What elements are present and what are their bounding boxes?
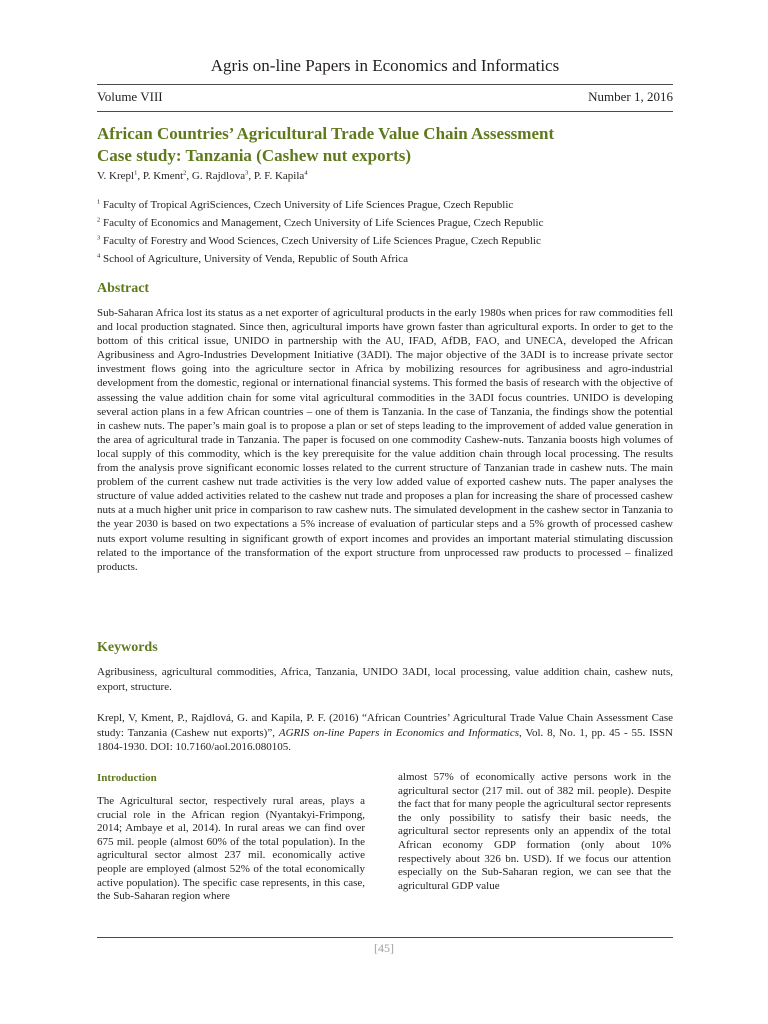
citation [97, 711, 673, 755]
author-affiliation-marker: 2 [183, 169, 187, 177]
paper-title-line-1: African Countries’ Agricultural Trade Value Chain Assessment [97, 124, 555, 143]
affiliation-text: Faculty of Economics and Management, Czech University of Life Sciences Prague, Czech Republic [100, 217, 544, 229]
volume-label: Volume VIII [97, 89, 163, 104]
paper-title [97, 123, 677, 167]
author-name: P. F. Kapila [253, 170, 305, 182]
introduction-heading: Introduction [97, 772, 157, 784]
author [143, 170, 192, 182]
keywords-heading: Keywords [97, 640, 158, 655]
paper-title-line-2: Case study: Tanzania (Cashew nut exports) [97, 146, 412, 165]
affiliation-marker: 1 [97, 198, 101, 206]
citation-details: , Vol. 8, No. 1, pp. 45 - 55. ISSN 1804-1930. DOI: 10.7160/aol.2016.080105. [97, 726, 673, 753]
introduction-column-left: The Agricultural sector, respectively rural areas, plays a crucial role in the African region (Nyantakyi-Frimpong, 2014; Ambaye et al, 2014). In rural areas we can find over 675 mil. people (almost 60% of the total population). In the agricultural sector almost 237 mil. economically active people are employed (almost 52% of the total economically active population). The specific case represents, in this case, the Sub-Saharan region where [97, 795, 365, 903]
author [97, 170, 143, 182]
keywords-body: Agribusiness, agricultural commodities, Africa, Tanzania, UNIDO 3ADI, local processing, value addition chain, cashew nuts, export, structure. [97, 666, 673, 693]
affiliation-marker: 3 [97, 234, 101, 242]
affiliation-text: School of Agriculture, University of Venda, Republic of South Africa [100, 253, 408, 265]
author [192, 170, 254, 182]
affiliation-marker: 2 [97, 216, 101, 224]
author-name: V. Krepl [97, 170, 135, 182]
author-separator: , [248, 170, 254, 182]
affiliation-text: Faculty of Tropical AgriSciences, Czech University of Life Sciences Prague, Czech Republic [100, 199, 514, 211]
citation-journal: AGRIS on-line Papers in Economics and Informatics [278, 726, 520, 739]
affiliation [97, 232, 543, 250]
author-affiliation-marker: 1 [134, 169, 138, 177]
author-name: G. Rajdlova [191, 170, 246, 182]
page-number: [45] [374, 941, 394, 955]
header-rule-top [97, 84, 673, 85]
journal-title: Agris on-line Papers in Economics and Informatics [210, 56, 560, 75]
affiliation-list [97, 196, 543, 268]
affiliation [97, 214, 543, 232]
affiliation [97, 196, 543, 214]
author-name: P. Kment [142, 170, 184, 182]
author-affiliation-marker: 3 [245, 169, 249, 177]
author-list [97, 170, 308, 182]
header-rule-bottom [97, 111, 673, 112]
abstract-body: Sub-Saharan Africa lost its status as a net exporter of agricultural products in the early 1980s when prices for raw commodities fell and local production stagnated. Since then, agricultural imports have grown faster than agricultural exports. In order to get to the bottom of this critical issue, UNIDO in partnership with the AU, IFAD, AfDB, FAO, and UNECA, developed the African Agribusiness and Agro-Industries Development Initiative (3ADI). The major objective of the 3ADI is to increase private sector investment flows going into the agriculture sector in Africa by mobilizing resources for agribusiness and agro-industrial development from the domestic, regional or international financial systems. This formed the basis of research with the objective of assessing the value addition chain for some vital agricultural commodities in the 3ADI focus countries. UNIDO is developing several action plans in a few African countries – one of them is Tanzania. In the case of Tanzania, the findings show the potential in cashew nuts. The paper’s main goal is to propose a plan or set of steps leading to the improvement of added value generation in the area of agricultural trade in Tanzania. The paper is focused on one commodity Cashew-nuts. Tanzania boosts high volumes of local supply of this commodity, which is the key prerequisite for the value addition chain through local processing. The results from the analysis prove significant economic losses related to the current structure of Tanzanian trade in cashew nuts. The main problem of the current cashew nut trade activities is the very low added value of exported cashew nuts. The paper analyses the structure of value added activities related to the cashew nut trade and proposes a plan for increasing the share of processed cashew nuts at a much higher unit price in comparison to raw cashew nuts. The simulated development in the cashew sector in Tanzania to the year 2030 is based on two expectations a 5% increase of evaluation of particular steps and a 5% growth of processed cashew nuts export volume resulting in significant growth of export incomes and provides an important material stimulating discussion related to the importance of the transformation of the export structure from unprocessed raw products to processed – finalized products. [97, 307, 673, 573]
introduction-column-right: almost 57% of economically active persons work in the agricultural sector (217 mil. out of 382 mil. people). Despite the fact that for many people the agricultural sector represents the only possibility to satisfy their basic needs, the agricultural sector represents only an appendix of the total African economy GDP formation (only about 10% respectively about 326 bn. USD). If we focus our attention especially on the Sub-Saharan region, we can see that the agricultural GDP value [398, 771, 671, 892]
author-separator: , [186, 170, 192, 182]
abstract-heading: Abstract [97, 281, 150, 296]
issue-number-label: Number 1, 2016 [588, 89, 673, 104]
affiliation-text: Faculty of Forestry and Wood Sciences, Czech University of Life Sciences Prague, Czech Republic [100, 235, 541, 247]
affiliation [97, 250, 543, 268]
affiliation-marker: 4 [97, 252, 101, 260]
footer-rule [97, 937, 673, 938]
citation-text: Krepl, V, Kment, P., Rajdlová, G. and Kapila, P. F. (2016) “African Countries’ Agricultural Trade Value Chain Assessment Case study: Tanzania (Cashew nut exports)”, [97, 712, 673, 739]
author [254, 170, 308, 182]
author-affiliation-marker: 4 [304, 169, 308, 177]
author-separator: , [137, 170, 143, 182]
